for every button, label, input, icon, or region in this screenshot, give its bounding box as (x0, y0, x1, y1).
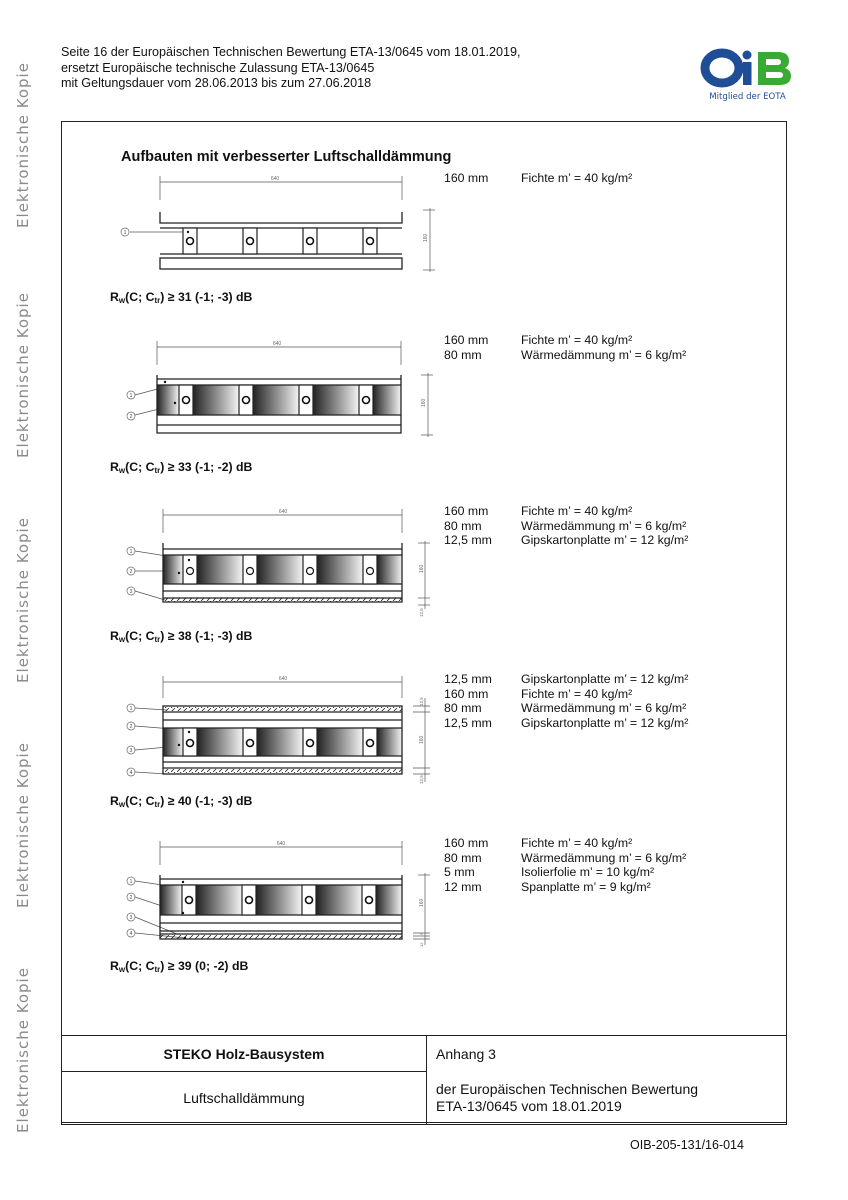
dimension-width: 640 (270, 176, 280, 182)
svg-text:3: 3 (129, 589, 133, 595)
logo-tagline: Mitglied der EOTA (709, 92, 786, 102)
layer-row: 160 mm Fichte m’ = 40 kg/m² (444, 686, 633, 701)
layer-row: 12,5 mm Gipskartonplatte m’ = 12 kg/m² (444, 715, 689, 730)
svg-text:12,5: 12,5 (419, 697, 424, 706)
svg-text:5: 5 (419, 932, 424, 935)
diagram-4 (105, 672, 445, 787)
watermark: Elektronische Kopie (14, 742, 33, 908)
svg-text:640: 640 (276, 841, 286, 847)
layer-spec (444, 672, 688, 730)
svg-text:160: 160 (421, 398, 427, 407)
product-name: STEKO Holz-Bausystem (62, 1036, 427, 1072)
watermark: Elektronische Kopie (14, 292, 33, 458)
svg-text:2: 2 (129, 569, 133, 575)
svg-text:12,5: 12,5 (419, 608, 424, 617)
svg-text:1: 1 (129, 879, 133, 885)
svg-text:2: 2 (129, 414, 133, 420)
diagram-3 (105, 505, 445, 620)
layer-row: 160 mm Fichte m’ = 40 kg/m² (444, 333, 633, 347)
reference-text: der Europäischen Technischen Bewertung ETA-13/0645 vom 18.01.2019 (427, 1072, 787, 1125)
svg-text:12: 12 (419, 942, 424, 947)
callout-label: 1 (123, 230, 127, 236)
layer-row: 80 mm Wärmedämmung m’ = 6 kg/m² (444, 518, 687, 533)
svg-text:1: 1 (129, 706, 133, 712)
layer-row: 5 mm Isolierfolie m’ = 10 kg/m² (444, 865, 655, 879)
layer-row: 12 mm Spanplatte m’ = 9 kg/m² (444, 879, 651, 894)
sound-rating: $R_w(C$; $C_{tr}) \ge 31$ (-1; -3) dB (110, 290, 253, 305)
header-line: ersetzt Europäische technische Zulassung ETA-13/0645 (61, 60, 375, 75)
watermark: Elektronische Kopie (14, 62, 33, 228)
svg-text:12,5: 12,5 (419, 775, 424, 784)
svg-text:3: 3 (129, 915, 133, 921)
layer-row: 80 mm Wärmedämmung m’ = 6 kg/m² (444, 701, 687, 715)
layer-row: 160 mm Fichte m’ = 40 kg/m² (444, 171, 633, 185)
layer-row: 160 mm Fichte m’ = 40 kg/m² (444, 836, 633, 850)
watermark: Elektronische Kopie (14, 967, 33, 1133)
svg-text:160: 160 (419, 735, 425, 744)
footer-table (61, 1035, 787, 1125)
layer-spec (444, 504, 688, 548)
layer-row: 80 mm Wärmedämmung m’ = 6 kg/m² (444, 850, 687, 865)
header-line: Seite 16 der Europäischen Technischen Bewertung ETA-13/0645 vom 18.01.2019, (61, 45, 521, 59)
sound-rating: $R_w(C$; $C_{tr}) \ge 40$ (-1; -3) dB (110, 794, 253, 809)
subject-label: Luftschalldämmung (62, 1072, 427, 1125)
sound-rating: $R_w(C$; $C_{tr}) \ge 33$ (-1; -2) dB (110, 460, 253, 475)
svg-text:640: 640 (278, 676, 288, 682)
oib-logo (700, 44, 795, 106)
annex-label: Anhang 3 (427, 1036, 787, 1072)
page-header (61, 45, 521, 92)
svg-text:2: 2 (129, 724, 133, 730)
svg-text:1: 1 (129, 393, 133, 399)
layer-row: 160 mm Fichte m’ = 40 kg/m² (444, 504, 633, 518)
diagram-5 (105, 835, 445, 950)
svg-text:4: 4 (129, 931, 133, 937)
diagram-1 (105, 170, 445, 280)
oib-logo-mark (700, 44, 795, 90)
diagram-2 (105, 335, 445, 445)
layer-row: 80 mm Wärmedämmung m’ = 6 kg/m² (444, 347, 687, 362)
header-line: mit Geltungsdauer vom 28.06.2013 bis zum 27.06.2018 (61, 76, 372, 90)
document-number: OIB-205-131/16-014 (630, 1138, 744, 1152)
section-title: Aufbauten mit verbesserter Luftschalldämmung (121, 149, 452, 165)
layer-spec (444, 333, 686, 362)
svg-text:160: 160 (419, 898, 425, 907)
dimension-height: 160 (423, 233, 429, 242)
svg-text:4: 4 (129, 770, 133, 776)
svg-text:640: 640 (278, 509, 288, 515)
svg-text:160: 160 (419, 564, 425, 573)
layer-spec (444, 836, 686, 894)
svg-text:2: 2 (129, 895, 133, 901)
layer-spec (444, 171, 632, 186)
sound-rating: $R_w(C$; $C_{tr}) \ge 39$ (0; -2) dB (110, 959, 249, 974)
watermark: Elektronische Kopie (14, 517, 33, 683)
layer-row: 12,5 mm Gipskartonplatte m’ = 12 kg/m² (444, 672, 689, 686)
layer-row: 12,5 mm Gipskartonplatte m’ = 12 kg/m² (444, 533, 689, 547)
sound-rating: $R_w(C$; $C_{tr}) \ge 38$ (-1; -3) dB (110, 629, 253, 644)
svg-text:3: 3 (129, 748, 133, 754)
svg-text:640: 640 (272, 341, 282, 347)
svg-text:1: 1 (129, 549, 133, 555)
